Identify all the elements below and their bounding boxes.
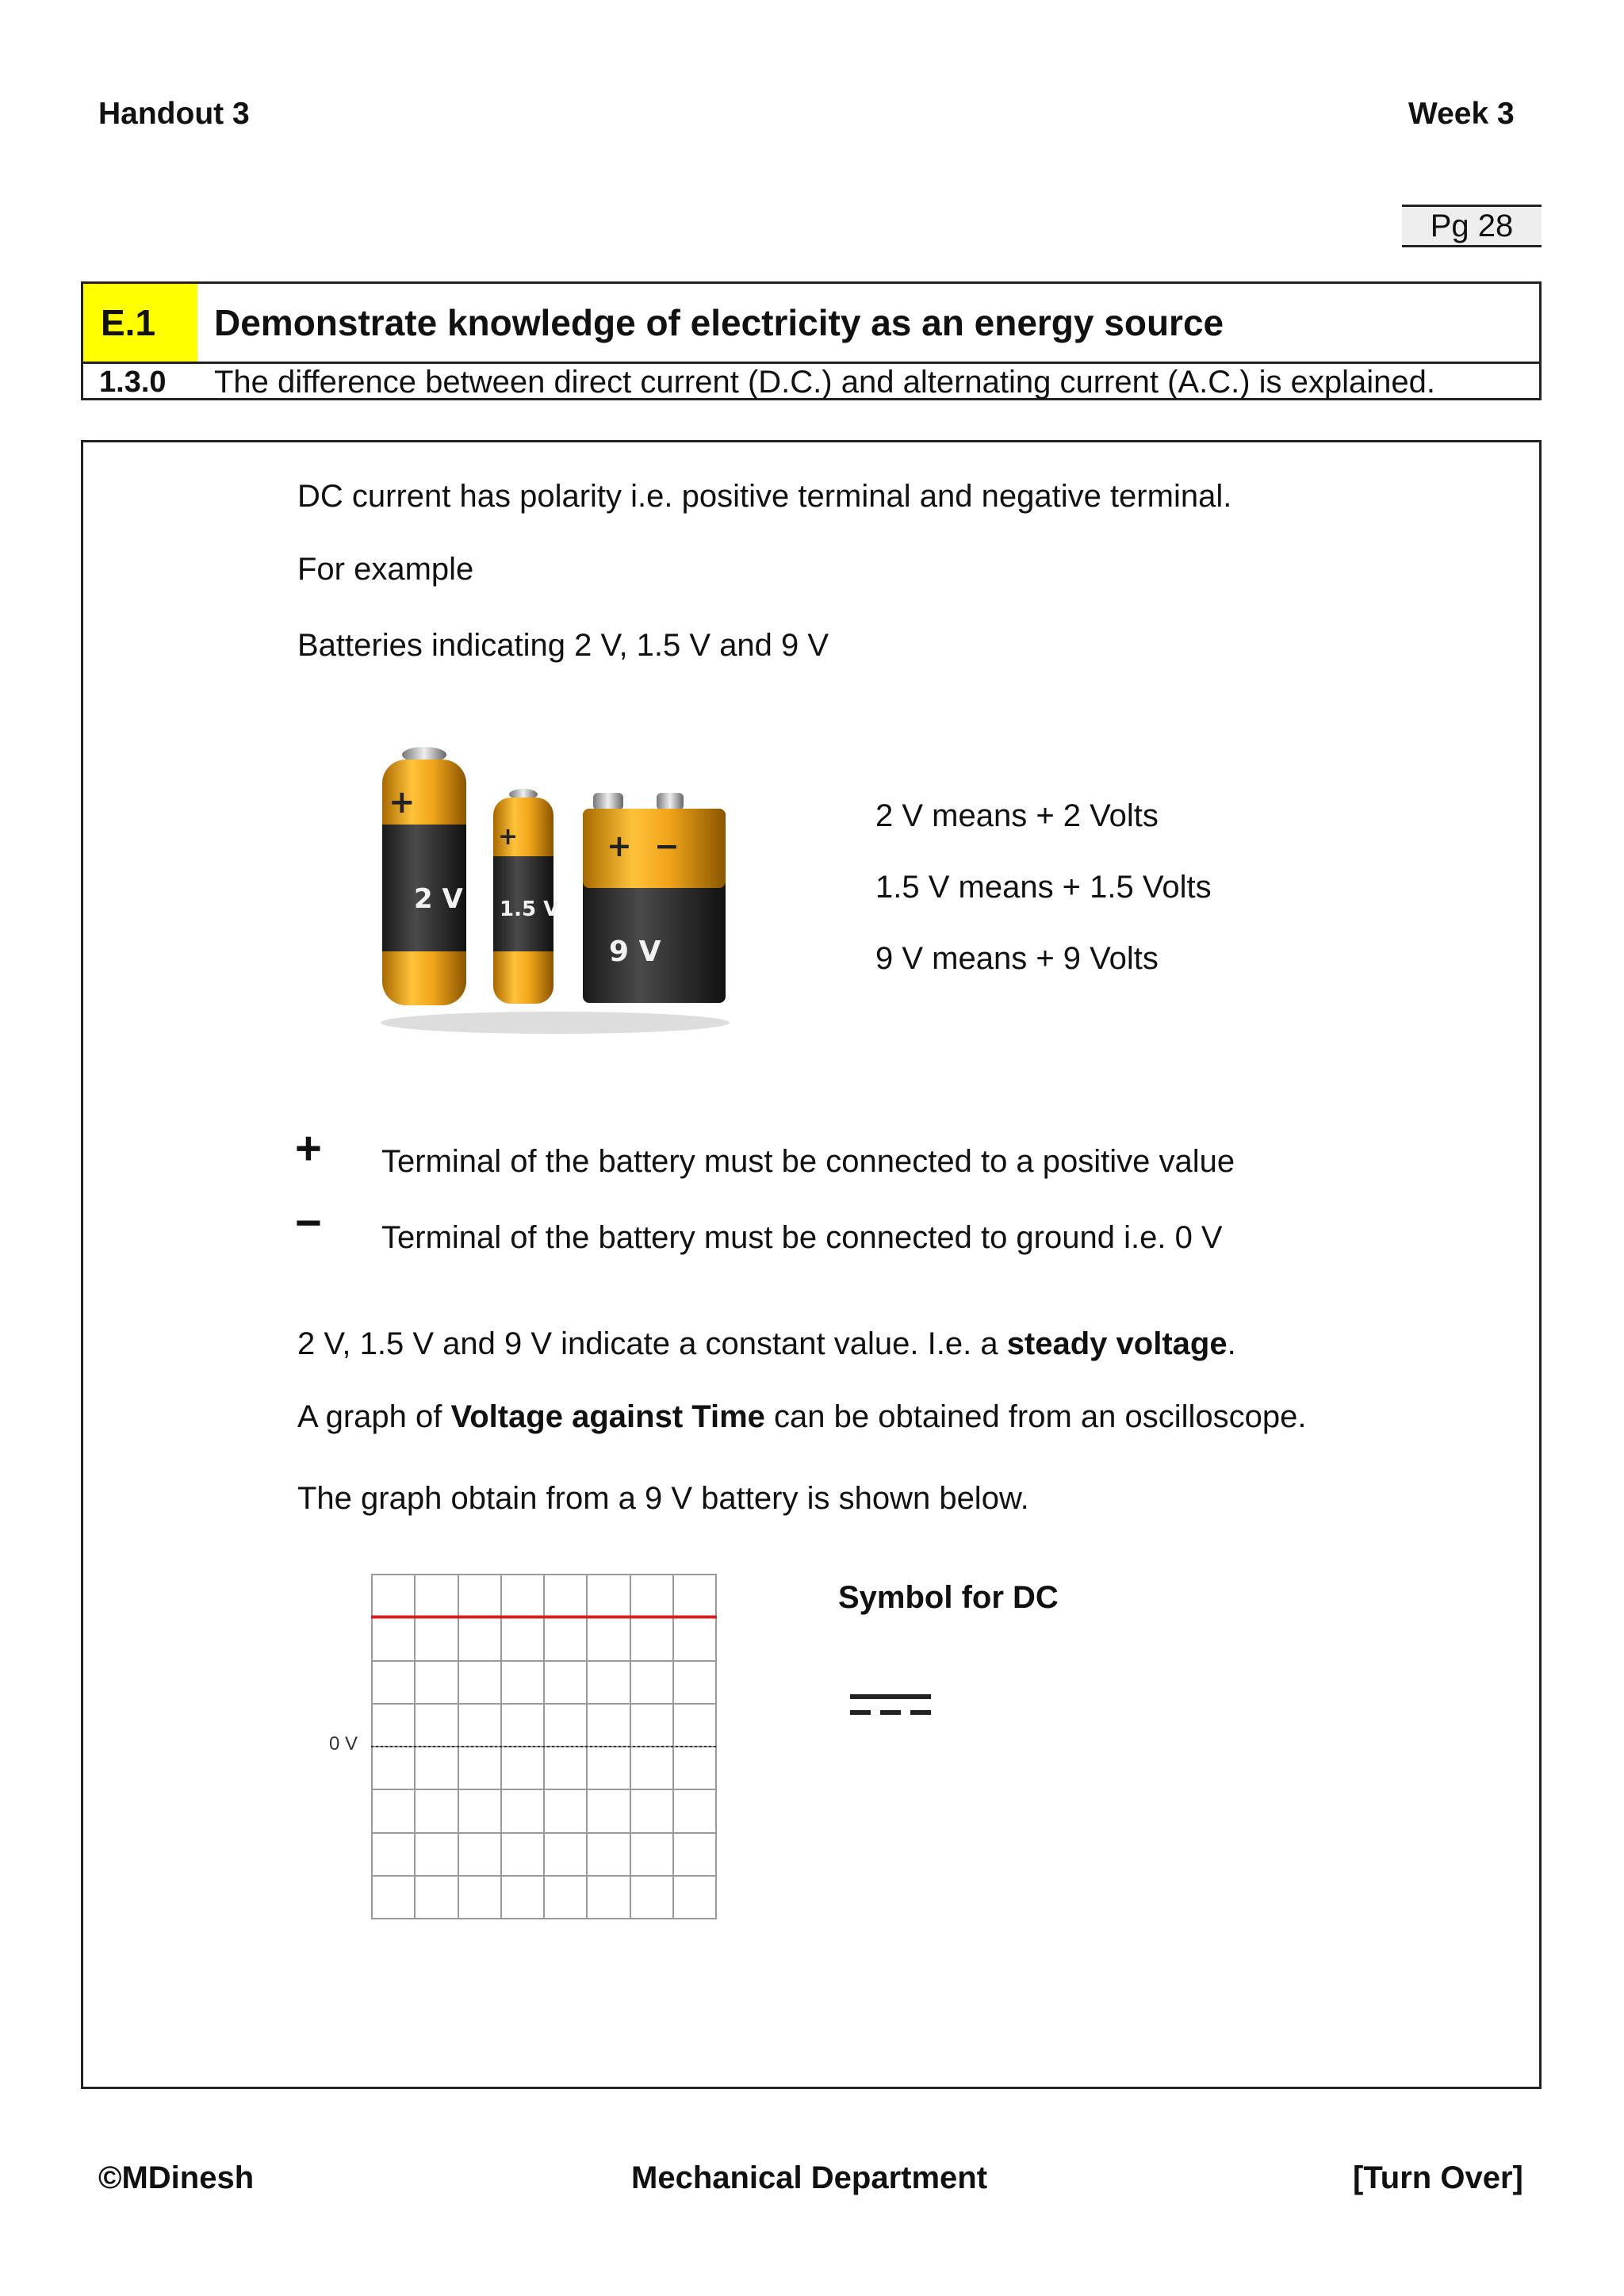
copyright: ©MDinesh (98, 2160, 255, 2195)
battery-2v (382, 747, 466, 1005)
zero-volt-label: 0 V (329, 1733, 358, 1755)
battery-shadow (381, 1012, 730, 1034)
battery-2v-plus: + (389, 784, 416, 821)
positive-terminal-text: Terminal of the battery must be connected to a positive value (381, 1144, 1235, 1179)
negative-terminal-text: Terminal of the battery must be connected to ground i.e. 0 V (381, 1220, 1223, 1255)
steady-bold: steady voltage (1006, 1326, 1228, 1361)
page-number: Pg 28 (1402, 205, 1542, 247)
battery-2v-label: 2 V (414, 883, 463, 915)
example-paragraph: For example (297, 552, 474, 587)
meaning-2v: 2 V means + 2 Volts (875, 798, 1159, 833)
battery-1-5v-plus: + (498, 823, 519, 851)
battery-1-5v-label: 1.5 V (500, 897, 560, 921)
handout-label: Handout 3 (98, 97, 250, 131)
battery-9v-label: 9 V (609, 936, 661, 968)
week-label: Week 3 (1408, 97, 1515, 131)
battery-9v-plus: + (607, 828, 632, 863)
graph-before: A graph of (297, 1399, 451, 1434)
objective-code: E.1 (83, 284, 197, 362)
dc-symbol-label: Symbol for DC (838, 1580, 1059, 1615)
steady-before: 2 V, 1.5 V and 9 V indicate a constant value. I.e. a (297, 1326, 1007, 1361)
battery-1-5v (493, 789, 559, 1004)
plus-symbol: + (295, 1123, 322, 1174)
oscilloscope-graph (371, 1574, 717, 1919)
objective-table (81, 281, 1542, 400)
batteries-paragraph: Batteries indicating 2 V, 1.5 V and 9 V (297, 628, 829, 663)
meaning-9v: 9 V means + 9 Volts (875, 941, 1159, 976)
graph-after: can be obtained from an oscilloscope. (764, 1399, 1307, 1434)
turn-over: [Turn Over] (1353, 2160, 1523, 2195)
graph-bold: Voltage against Time (450, 1399, 765, 1434)
meaning-1-5v: 1.5 V means + 1.5 Volts (875, 870, 1212, 905)
graph-caption: The graph obtain from a 9 V battery is shown below. (297, 1481, 1029, 1516)
objective-title: Demonstrate knowledge of electricity as an energy source (214, 302, 1224, 343)
graph-sentence-paragraph (297, 1399, 1307, 1435)
minus-symbol: − (295, 1197, 322, 1249)
content-box (81, 440, 1542, 2089)
batteries-image (365, 737, 745, 1039)
steady-after: . (1227, 1326, 1236, 1361)
dc-symbol-icon (848, 1690, 933, 1722)
battery-9v (583, 793, 726, 1003)
sub-objective-text: The difference between direct current (D.C.) and alternating current (A.C.) is explained. (214, 365, 1435, 400)
battery-9v-minus: − (654, 828, 680, 863)
polarity-paragraph: DC current has polarity i.e. positive terminal and negative terminal. (297, 479, 1232, 514)
department: Mechanical Department (631, 2160, 988, 2195)
steady-voltage-paragraph (297, 1326, 1236, 1362)
sub-objective-code: 1.3.0 (99, 365, 167, 399)
